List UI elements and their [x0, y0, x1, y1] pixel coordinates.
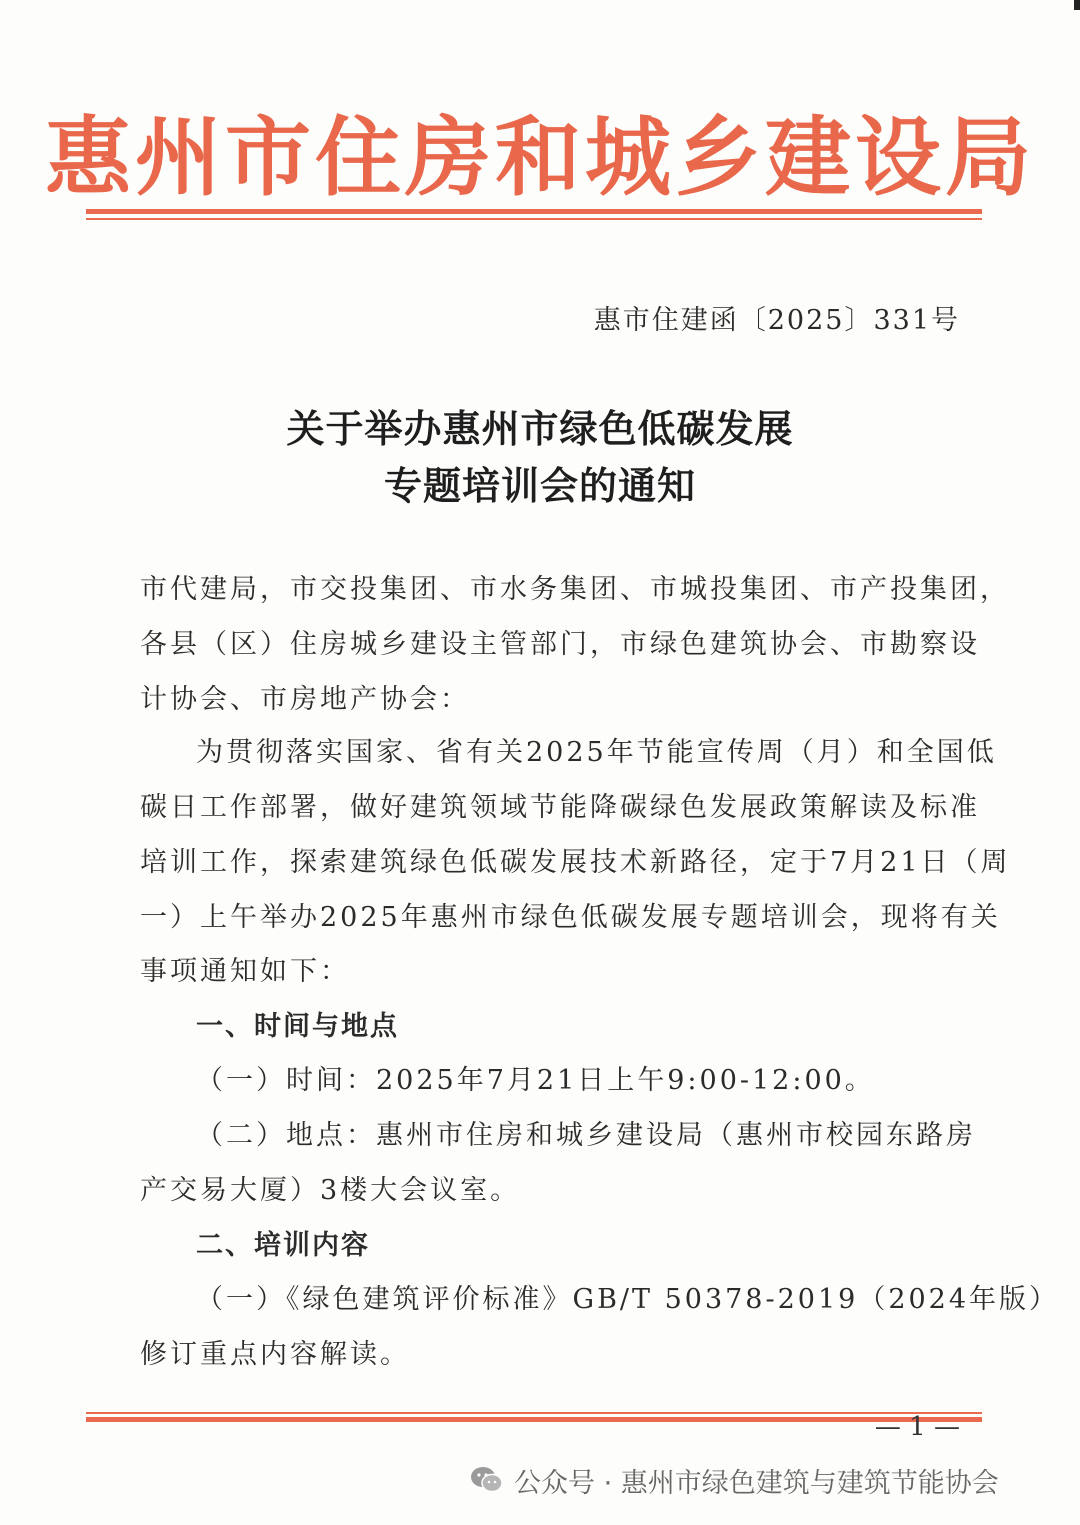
letterhead-rule-thin — [86, 218, 982, 220]
letterhead-issuer: 惠州市住房和城乡建设局 — [45, 107, 1035, 208]
footer-rule-thin — [86, 1412, 982, 1414]
footer-text: 公众号 · 惠州市绿色建筑与建筑节能协会 — [514, 1467, 999, 1499]
corner-mark — [1074, 0, 1080, 10]
recipients-line: 计协会、市房地产协会： — [140, 684, 470, 715]
letterhead-rule-thick — [86, 209, 982, 214]
intro-line: 一）上午举办2025年惠州市绿色低碳发展专题培训会，现将有关 — [140, 902, 1001, 933]
section-heading-training-content: 二、培训内容 — [196, 1230, 370, 1261]
intro-line: 碳日工作部署，做好建筑领域节能降碳绿色发展政策解读及标准 — [140, 792, 980, 823]
recipients-line: 市代建局，市交投集团、市水务集团、市城投集团、市产投集团， — [140, 574, 1010, 605]
wechat-watermark — [470, 1458, 999, 1502]
section-heading-time-place: 一、时间与地点 — [196, 1011, 399, 1042]
section-item-place: 产交易大厦）3楼大会议室。 — [140, 1175, 521, 1206]
section-item-time: （一）时间：2025年7月21日上午9:00-12:00。 — [196, 1065, 875, 1096]
intro-line: 为贯彻落实国家、省有关2025年节能宣传周（月）和全国低 — [196, 737, 997, 768]
document-title-line1: 关于举办惠州市绿色低碳发展 — [286, 406, 794, 451]
page-number: — 1 — — [874, 1412, 960, 1442]
footer-rule-thick — [86, 1417, 982, 1422]
section-item-standard: （一）《绿色建筑评价标准》GB/T 50378-2019（2024年版） — [196, 1284, 1060, 1315]
intro-line: 事项通知如下： — [140, 956, 350, 987]
document-title-line2: 专题培训会的通知 — [383, 463, 696, 508]
wechat-icon — [470, 1465, 504, 1495]
intro-line: 培训工作，探索建筑绿色低碳发展技术新路径，定于7月21日（周 — [140, 847, 1011, 878]
document-number: 惠市住建函〔2025〕331号 — [593, 305, 960, 336]
section-item-place: （二）地点：惠州市住房和城乡建设局（惠州市校园东路房 — [196, 1120, 976, 1151]
recipients-line: 各县（区）住房城乡建设主管部门，市绿色建筑协会、市勘察设 — [140, 629, 980, 660]
section-item-standard: 修订重点内容解读。 — [140, 1339, 410, 1370]
